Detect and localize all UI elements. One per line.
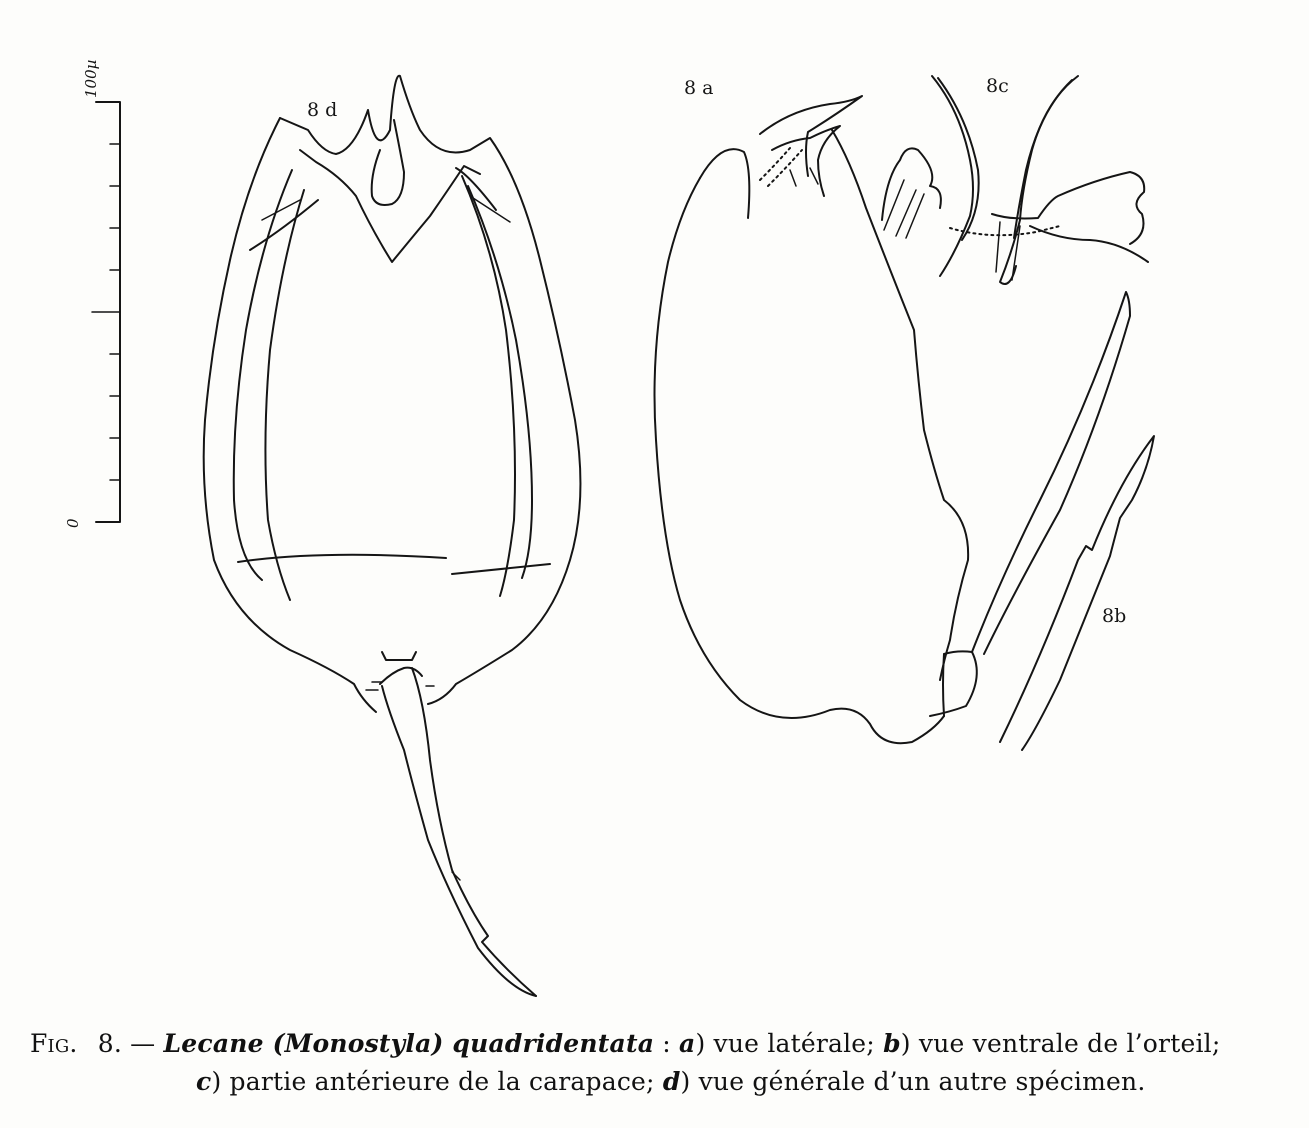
caption-fig-word: Fig. [30, 1029, 78, 1058]
caption-colon: : [662, 1029, 671, 1058]
caption-item-b-text: vue ventrale de l’orteil; [918, 1029, 1221, 1058]
specimen-8c-drawing [882, 76, 1148, 284]
specimen-8d-drawing [204, 76, 581, 996]
caption-item-a-text: vue latérale; [713, 1029, 875, 1058]
caption-item-a-letter: a [679, 1029, 696, 1058]
figure-caption [30, 1025, 1290, 1101]
caption-item-c-text: partie antérieure de la carapace; [229, 1067, 655, 1096]
caption-item-c-letter: c [196, 1067, 212, 1096]
specimen-8a-drawing [655, 96, 977, 743]
scale-bottom-label: 0 [64, 518, 82, 528]
caption-line-1: Fig. 8. — Lecane (Monostyla) quadridentata : a) vue latérale; b) vue ventrale de l’orteil; [30, 1029, 1221, 1058]
specimen-8b-drawing [972, 292, 1154, 750]
caption-dash: — [130, 1029, 156, 1058]
panel-label-8d: 8 d [307, 99, 338, 121]
panel-label-8c: 8c [986, 75, 1009, 97]
caption-item-b-letter: b [883, 1029, 901, 1058]
caption-fig-number: 8. [97, 1029, 123, 1058]
caption-item-d-text: vue générale d’un autre spécimen. [698, 1067, 1146, 1096]
caption-line-2: c) partie antérieure de la carapace; d) vue générale d’un autre spécimen. [196, 1067, 1146, 1096]
caption-species: Lecane (Monostyla) quadridentata [163, 1029, 655, 1058]
scale-bar [64, 60, 120, 528]
panel-label-8a: 8 a [684, 77, 714, 99]
scale-top-label: 100µ [82, 59, 100, 98]
panel-label-8b: 8b [1102, 605, 1127, 627]
caption-item-d-letter: d [662, 1067, 681, 1096]
